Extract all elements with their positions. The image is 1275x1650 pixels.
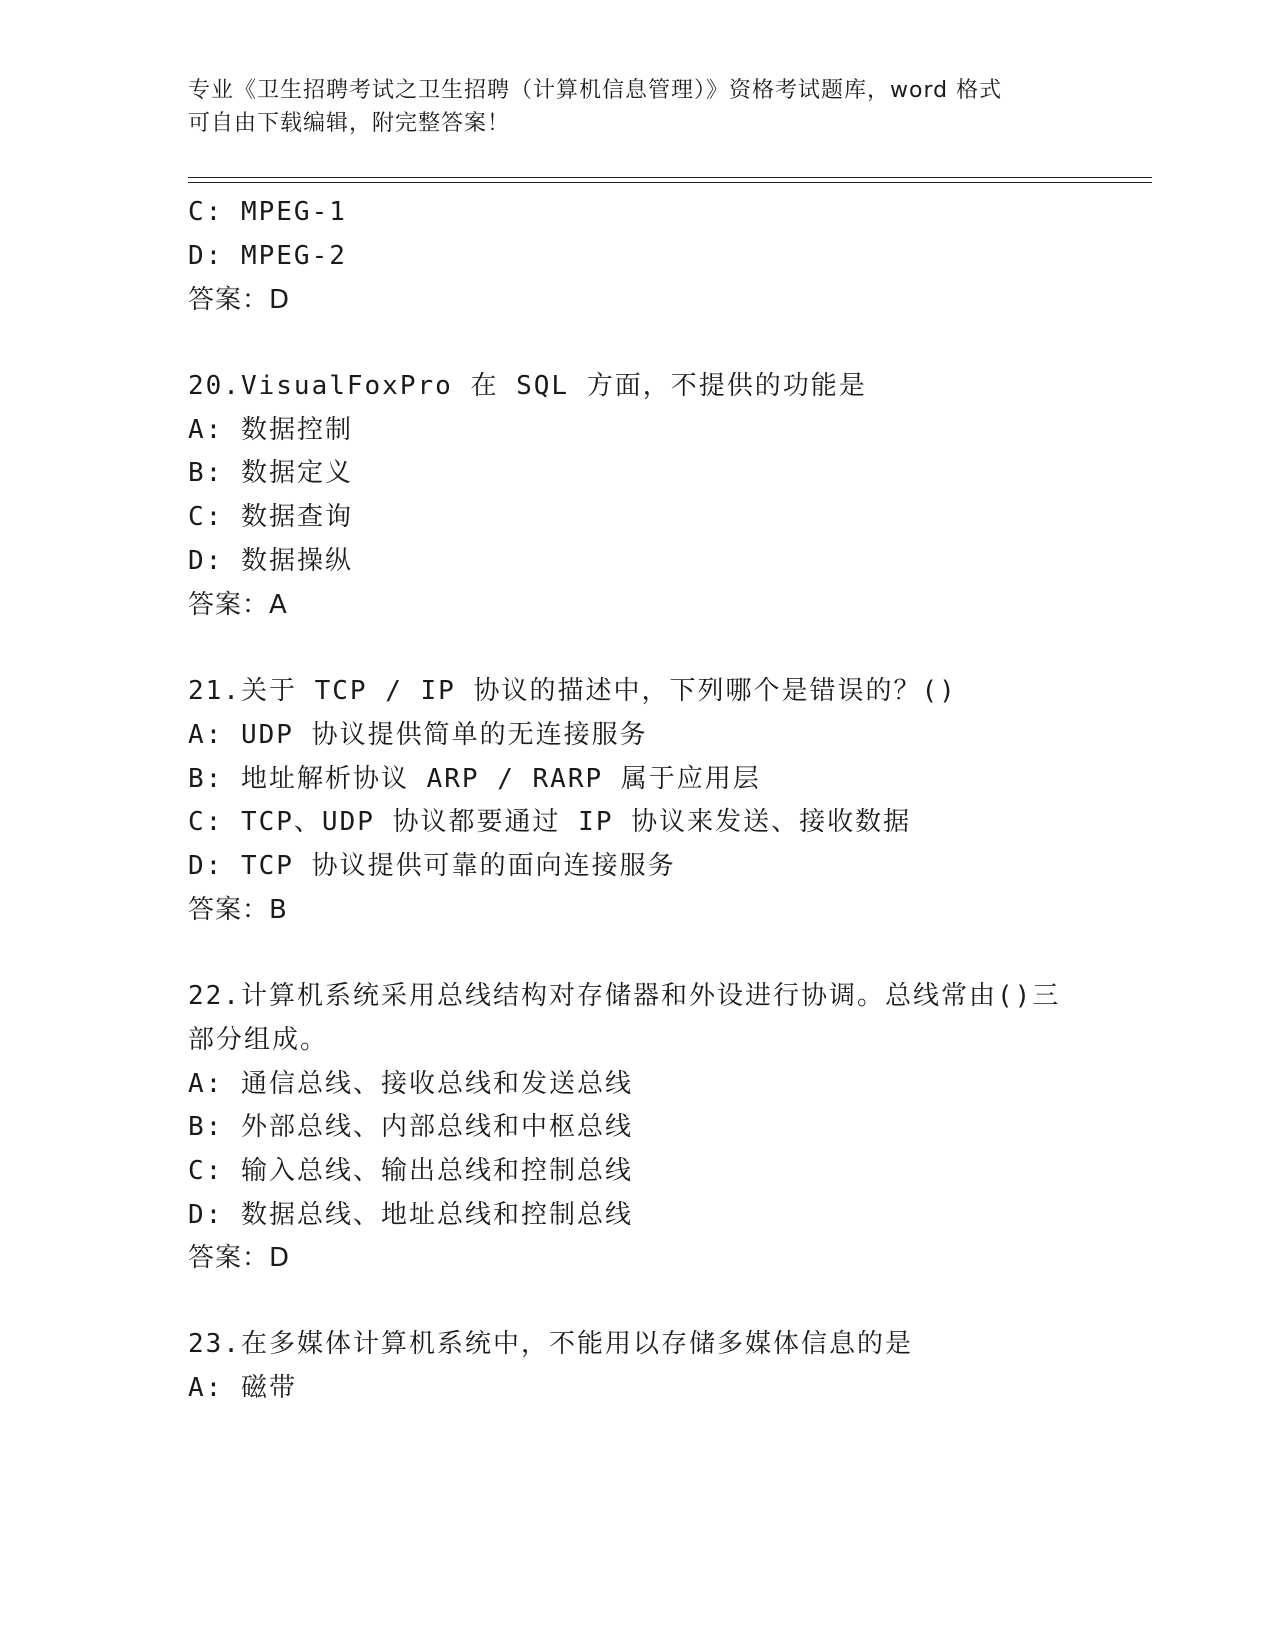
header-line-1: 专业《卫生招聘考试之卫生招聘（计算机信息管理）》资格考试题库，word 格式 — [188, 78, 1003, 103]
question-stem-continued: 部分组成。 — [188, 1025, 329, 1055]
header-line-2: 可自由下载编辑，附完整答案！ — [188, 111, 511, 136]
option-b: B: 外部总线、内部总线和中枢总线 — [188, 1112, 633, 1142]
answer: 答案：D — [188, 285, 291, 315]
header-divider-top — [188, 177, 1152, 178]
option-c: C: MPEG-1 — [188, 197, 347, 227]
question-stem: 22.计算机系统采用总线结构对存储器和外设进行协调。总线常由()三 — [188, 981, 1061, 1011]
option-a: A: 通信总线、接收总线和发送总线 — [188, 1069, 633, 1099]
option-c: C: TCP、UDP 协议都要通过 IP 协议来发送、接收数据 — [188, 807, 912, 837]
option-b: B: 数据定义 — [188, 458, 353, 488]
question-stem: 20.VisualFoxPro 在 SQL 方面，不提供的功能是 — [188, 371, 867, 401]
option-d: D: 数据总线、地址总线和控制总线 — [188, 1200, 633, 1230]
question-stem: 21.关于 TCP / IP 协议的描述中，下列哪个是错误的？() — [188, 676, 957, 706]
answer: 答案：B — [188, 895, 288, 925]
option-d: D: TCP 协议提供可靠的面向连接服务 — [188, 851, 676, 881]
document-header — [188, 74, 1088, 140]
answer: 答案：D — [188, 1243, 291, 1273]
answer: 答案：A — [188, 590, 288, 620]
option-d: D: 数据操纵 — [188, 546, 353, 576]
option-a: A: UDP 协议提供简单的无连接服务 — [188, 720, 648, 750]
option-c: C: 输入总线、输出总线和控制总线 — [188, 1156, 633, 1186]
option-a: A: 数据控制 — [188, 415, 353, 445]
option-b: B: 地址解析协议 ARP / RARP 属于应用层 — [188, 764, 761, 794]
option-c: C: 数据查询 — [188, 502, 353, 532]
header-divider-bottom — [188, 182, 1152, 183]
option-d: D: MPEG-2 — [188, 241, 347, 271]
question-stem: 23.在多媒体计算机系统中，不能用以存储多媒体信息的是 — [188, 1329, 913, 1359]
option-a: A: 磁带 — [188, 1373, 297, 1403]
